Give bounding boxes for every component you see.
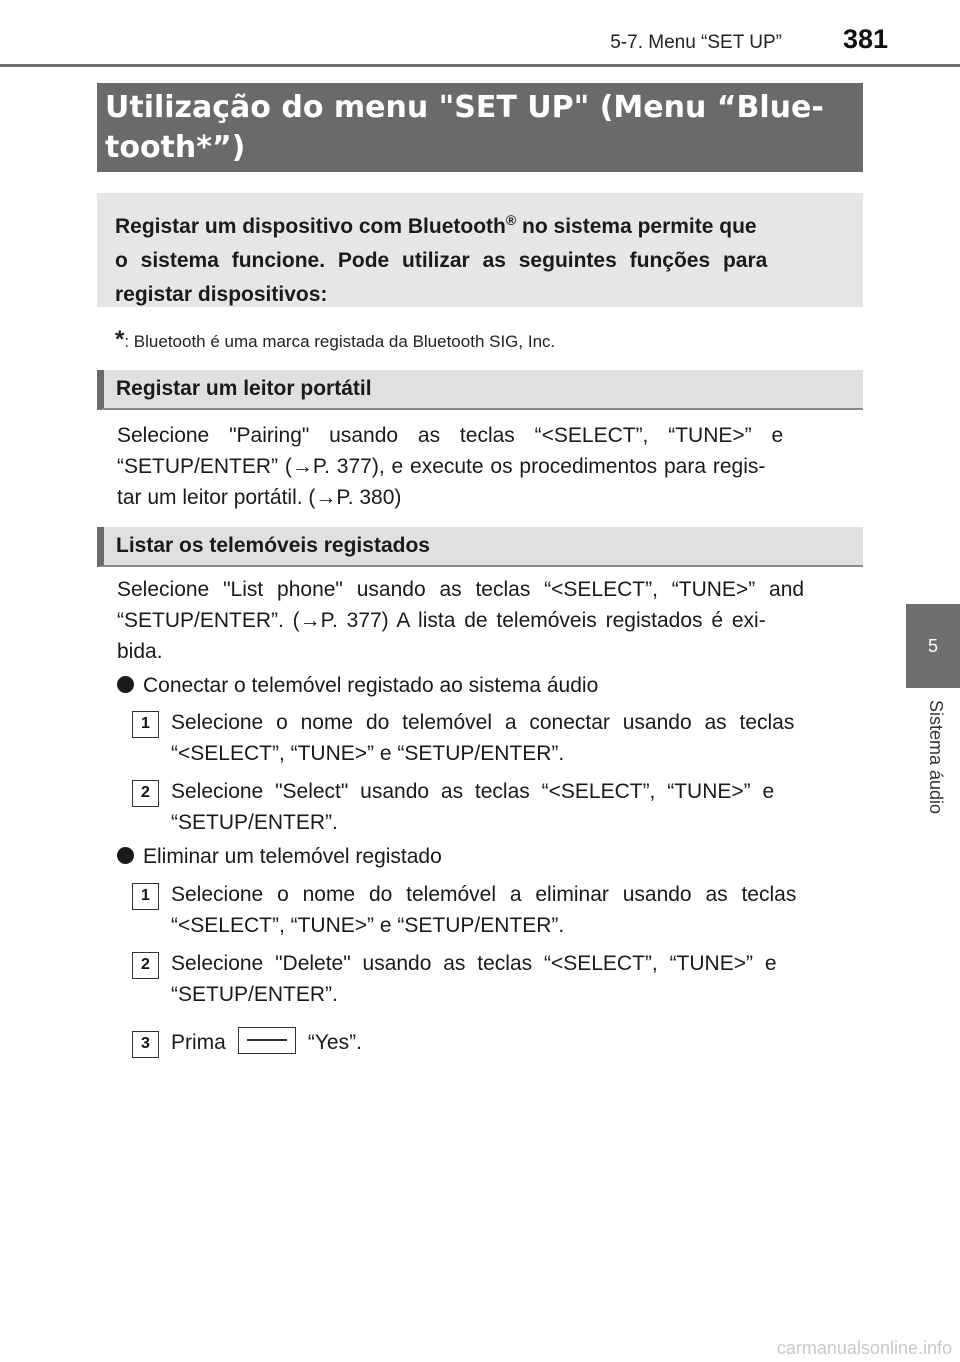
footnote-star: * (115, 326, 125, 353)
section2-line-1: Selecione "List phone" usando as teclas “<SELECT”, “TUNE>” and (117, 578, 805, 601)
step-line: “SETUP/ENTER”. (171, 811, 338, 834)
intro-text: Registar um dispositivo com Bluetooth (115, 215, 506, 238)
section1-line-3: tar um leitor portátil. (→P. 380) (117, 486, 402, 509)
section-title: 5-7. Menu “SET UP” (610, 32, 782, 53)
intro-line-2: o sistema funcione. Pode utilizar as seguintes funções para (115, 249, 768, 272)
section-heading-list-phones: Listar os telemóveis registados (97, 527, 863, 567)
intro-line-3: registar dispositivos: (115, 283, 328, 306)
bullet-connect-phone (117, 670, 857, 701)
step-number-icon: 1 (132, 711, 159, 738)
section1-line-1: Selecione "Pairing" usando as teclas “<SELECT”, “TUNE>” e (117, 424, 784, 447)
step-text (171, 1027, 855, 1058)
chapter-label: Sistema áudio (926, 700, 946, 815)
step-line: Selecione "Select" usando as teclas “<SELECT”, “TUNE>” e (171, 780, 775, 803)
bullet-text: Eliminar um telemóvel registado (143, 845, 442, 868)
step-line: Selecione o nome do telemóvel a conectar usando as teclas (171, 711, 795, 734)
step-number-icon: 1 (132, 883, 159, 910)
section2-paragraph (117, 574, 855, 667)
step-text (171, 707, 855, 769)
step-line: “<SELECT”, “TUNE>” e “SETUP/ENTER”. (171, 742, 565, 765)
step-number-icon: 2 (132, 952, 159, 979)
step-text (171, 948, 855, 1010)
footnote (115, 326, 855, 354)
page-number: 381 (842, 24, 888, 54)
page-title-line-2: tooth*”) (105, 130, 246, 165)
step-line: “SETUP/ENTER”. (171, 983, 338, 1006)
bullet-icon (117, 676, 134, 693)
phone-key-icon (238, 1027, 296, 1054)
header-divider (0, 64, 960, 67)
step-text (171, 879, 855, 941)
step-line: “<SELECT”, “TUNE>” e “SETUP/ENTER”. (171, 914, 565, 937)
footnote-text: : Bluetooth é uma marca registada da Bluetooth SIG, Inc. (124, 332, 556, 351)
step-line: “Yes”. (307, 1031, 362, 1054)
page-title-line-1: Utilização do menu "SET UP" (Menu “Blue- (105, 90, 824, 125)
step-number-icon: 2 (132, 780, 159, 807)
bullet-delete-phone (117, 841, 857, 872)
bullet-text: Conectar o telemóvel registado ao sistema áudio (143, 674, 599, 697)
section-heading-pair-player: Registar um leitor portátil (97, 370, 863, 410)
step-text (171, 776, 855, 838)
step-number-icon: 3 (132, 1031, 159, 1058)
intro-text: no sistema permite que (516, 215, 757, 238)
step-line: Selecione o nome do telemóvel a eliminar usando as teclas (171, 883, 797, 906)
section2-line-2: “SETUP/ENTER”. (→P. 377) A lista de telemóveis registados é exi- (117, 609, 766, 632)
section1-line-2: “SETUP/ENTER” (→P. 377), e execute os procedimentos para regis- (117, 455, 766, 478)
step-line: Selecione "Delete" usando as teclas “<SELECT”, “TUNE>” e (171, 952, 777, 975)
chapter-tab: 5 (906, 604, 960, 688)
intro-line-1 (115, 203, 845, 244)
intro-box (97, 193, 863, 307)
page-title (97, 83, 863, 172)
registered-mark: ® (505, 212, 517, 228)
watermark: carmanualsonline.info (776, 1338, 952, 1358)
bullet-icon (117, 847, 134, 864)
section2-line-3: bida. (117, 640, 163, 663)
step-line: Prima (171, 1031, 226, 1054)
section1-paragraph (117, 420, 855, 513)
